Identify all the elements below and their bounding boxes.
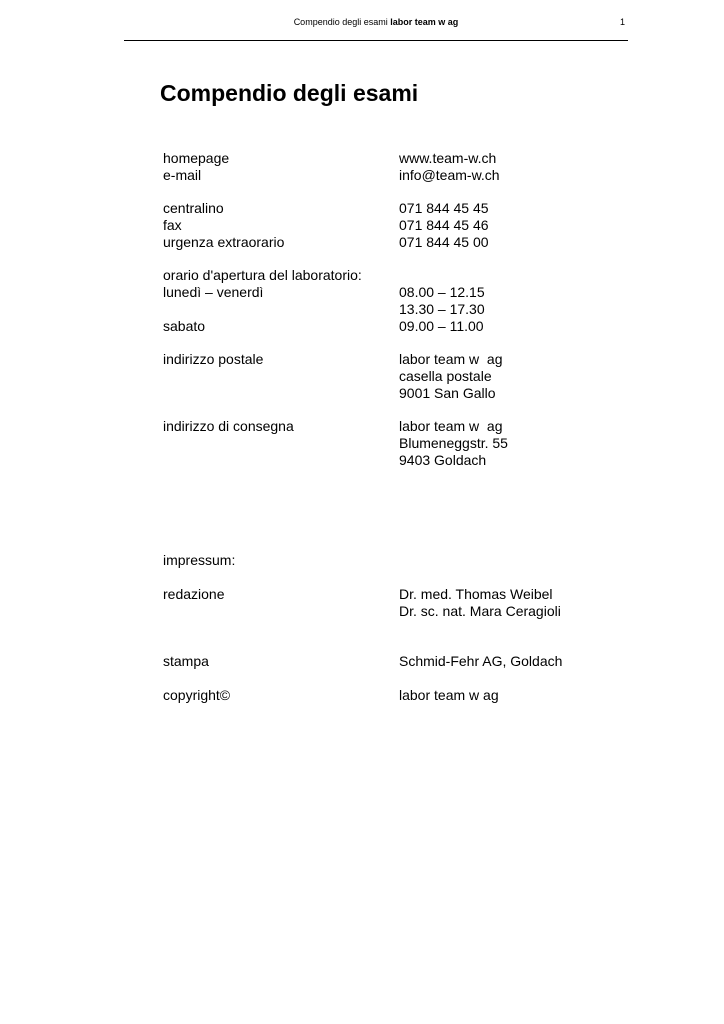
emergency-label: urgenza extraorario (163, 234, 285, 250)
editors-label: redazione (163, 586, 225, 602)
header-company: labor team w ag (390, 17, 459, 27)
delivery-address-line: 9403 Goldach (399, 452, 487, 468)
page-number: 1 (620, 17, 626, 27)
postal-address-line: labor team w ag (399, 351, 503, 367)
copyright-value: labor team w ag (399, 687, 499, 703)
delivery-address-line: Blumeneggstr. 55 (399, 435, 508, 451)
delivery-address-line: labor team w ag (399, 418, 503, 434)
delivery-address-label: indirizzo di consegna (163, 418, 294, 434)
fax-value: 071 844 45 46 (399, 217, 489, 233)
saturday-value: 09.00 – 11.00 (399, 318, 484, 334)
print-label: stampa (163, 653, 209, 669)
print-value: Schmid-Fehr AG, Goldach (399, 653, 563, 669)
impressum-heading: impressum: (163, 552, 236, 568)
homepage-value: www.team-w.ch (399, 150, 497, 166)
email-label: e-mail (163, 167, 202, 183)
page-header (0, 14, 724, 30)
page-title: Compendio degli esami (160, 80, 419, 106)
editor-name: Dr. sc. nat. Mara Ceragioli (399, 603, 561, 619)
emergency-value: 071 844 45 00 (399, 234, 489, 250)
hours-heading: orario d'apertura del laboratorio: (163, 267, 362, 283)
email-value: info@team-w.ch (399, 167, 500, 183)
copyright-label: copyright© (163, 687, 231, 703)
header-divider (124, 40, 628, 41)
weekdays-morning: 08.00 – 12.15 (399, 284, 485, 300)
header-text (0, 17, 724, 27)
postal-address-line: casella postale (399, 368, 492, 384)
editor-name: Dr. med. Thomas Weibel (399, 586, 553, 602)
switchboard-label: centralino (163, 200, 224, 216)
postal-address-label: indirizzo postale (163, 351, 264, 367)
homepage-label: homepage (163, 150, 230, 166)
weekdays-label: lunedì – venerdì (163, 284, 264, 300)
weekdays-afternoon: 13.30 – 17.30 (399, 301, 485, 317)
saturday-label: sabato (163, 318, 206, 334)
fax-label: fax (163, 217, 182, 233)
postal-address-line: 9001 San Gallo (399, 385, 496, 401)
header-doc-title: Compendio degli esami (293, 17, 388, 27)
switchboard-value: 071 844 45 45 (399, 200, 489, 216)
